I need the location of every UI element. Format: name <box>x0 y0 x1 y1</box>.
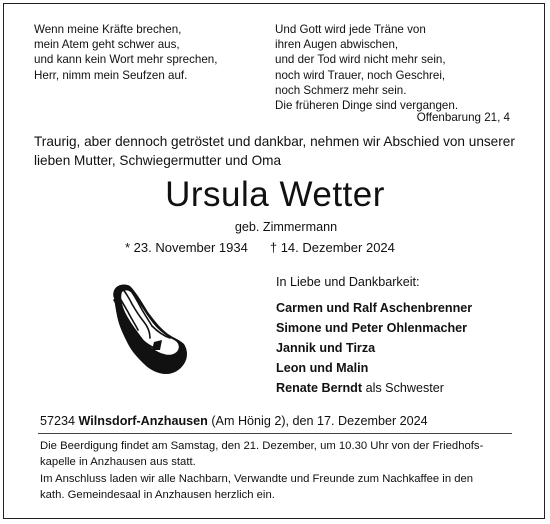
mourner-name: Simone und Peter Ohlenmacher <box>276 321 468 335</box>
praying-hands-icon <box>110 280 192 378</box>
mourner-name: Leon und Malin <box>276 361 369 375</box>
maiden-name: geb. Zimmermann <box>234 220 338 234</box>
address-date: (Am Hönig 2), den 17. Dezember 2024 <box>207 414 428 428</box>
notice-line: kath. Gemeindesaal in Anzhausen herzlich ein. <box>40 488 275 501</box>
verse-reference: Offenbarung 21, 4 <box>416 111 510 124</box>
mourner-row <box>276 338 472 358</box>
intro-text <box>34 133 515 170</box>
mourner-row <box>276 378 472 398</box>
divider <box>38 433 512 434</box>
mourner-row <box>276 318 472 338</box>
mourners-lead: In Liebe und Dankbarkeit: <box>276 275 420 289</box>
notice-line: Im Anschluss laden wir alle Nachbarn, Verwandte und Freunde zum Nachkaffee in den <box>40 473 474 485</box>
poem-line: Wenn meine Kräfte brechen, <box>34 23 182 36</box>
poem-line: und kann kein Wort mehr sprechen, <box>34 53 218 67</box>
funeral-notice <box>40 439 483 470</box>
birth-date: * 23. November 1934 <box>125 240 248 255</box>
notice-line: kapelle in Anzhausen aus statt. <box>40 455 196 468</box>
place-date-line <box>40 414 428 428</box>
poem-line: noch wird Trauer, noch Geschrei, <box>275 68 446 82</box>
reception-notice <box>40 472 473 503</box>
poem-line: noch Schmerz mehr sein. <box>275 83 407 97</box>
mourner-row <box>276 358 472 378</box>
deceased-name: Ursula Wetter <box>165 175 385 214</box>
poem-line: Die früheren Dinge sind vergangen. <box>275 99 459 113</box>
poem-line: Herr, nimm mein Seufzen auf. <box>34 68 188 82</box>
poem-left <box>34 22 217 83</box>
death-date: † 14. Dezember 2024 <box>269 240 395 255</box>
poem-right <box>275 22 458 113</box>
intro-line: Traurig, aber dennoch getröstet und dankbar, nehmen wir Abschied von unserer <box>34 134 515 149</box>
postal-code: 57234 <box>40 414 79 428</box>
mourner-name: Jannik und Tirza <box>276 341 376 355</box>
mourner-row <box>276 298 472 318</box>
poem-line: ihren Augen abwischen, <box>275 38 399 52</box>
notice-line: Die Beerdigung findet am Samstag, den 21. Dezember, um 10.30 Uhr von der Friedhofs- <box>40 440 484 452</box>
mourner-name: Renate Berndt <box>276 381 363 395</box>
intro-line: lieben Mutter, Schwiegermutter und Oma <box>34 152 282 168</box>
poem-line: und der Tod wird nicht mehr sein, <box>275 53 446 67</box>
town-name: Wilnsdorf-Anzhausen <box>78 414 208 428</box>
poem-line: mein Atem geht schwer aus, <box>34 38 180 52</box>
poem-line: Und Gott wird jede Träne von <box>275 23 426 36</box>
mourner-name: Carmen und Ralf Aschenbrenner <box>276 301 473 315</box>
mourners-list <box>276 275 472 398</box>
life-dates <box>125 240 395 255</box>
mourner-note: als Schwester <box>362 381 444 395</box>
